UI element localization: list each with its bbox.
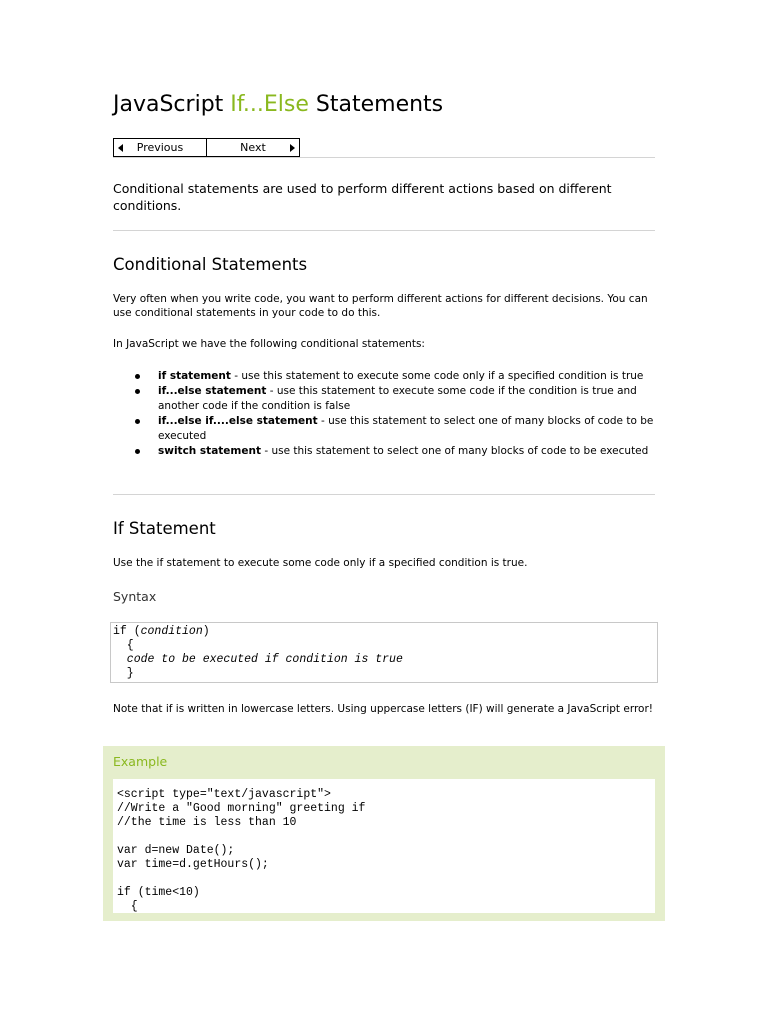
title-suffix: Statements [308,92,444,117]
arrow-right-icon [290,144,295,152]
bullet-icon [135,449,140,454]
example-title: Example [113,754,168,769]
list-item [113,444,658,459]
bullet-icon [135,419,140,424]
divider [113,157,655,158]
conditional-paragraph-1: Very often when you write code, you want to perform different actions for different decisions. You can use conditional statements in your code to do this. [113,293,648,319]
intro-text: Conditional statements are used to perform different actions based on different conditions. [113,181,612,213]
list-item [113,384,658,414]
divider [113,494,655,495]
syntax-line-2: { [113,639,134,652]
title-prefix: JavaScript [113,92,231,117]
section-heading-if: If Statement [113,519,216,538]
bullet-icon [135,374,140,379]
note-paragraph: Note that if is written in lowercase letters. Using uppercase letters (IF) will generate a JavaScript error! [113,703,653,715]
syntax-line-3: code to be executed if condition is true [113,653,403,666]
list-item [113,369,658,384]
bullet-icon [135,389,140,394]
conditional-paragraph-2: In JavaScript we have the following conditional statements: [113,338,425,350]
list-item-desc: - use this statement to select one of many blocks of code to be executed [260,445,649,457]
arrow-left-icon [118,144,123,152]
syntax-line-4: } [113,667,134,680]
example-panel [103,746,665,921]
previous-button[interactable] [114,139,207,156]
previous-label: Previous [136,141,184,154]
if-paragraph: Use the if statement to execute some code only if a specified condition is true. [113,557,528,569]
list-item-desc: - use this statement to execute some code if the condition is true and another code if the condition is false [158,385,637,412]
title-accent: If...Else [230,92,309,117]
syntax-label: Syntax [113,589,157,604]
list-item-term: switch statement [158,445,261,457]
syntax-line-1: if (condition) [113,625,210,638]
divider [113,230,655,231]
list-item [113,414,658,444]
list-item-desc: - use this statement to select one of many blocks of code to be executed [158,415,654,442]
list-item-desc: - use this statement to execute some code only if a specified condition is true [230,370,644,382]
next-label: Next [240,141,266,154]
page-title [113,92,443,117]
next-button[interactable] [207,139,299,156]
list-item-term: if statement [158,370,231,382]
conditional-list [113,369,658,459]
section-heading-conditional: Conditional Statements [113,255,308,274]
list-item-term: if...else statement [158,385,267,397]
list-item-term: if...else if....else statement [158,415,318,427]
syntax-code-box [110,622,658,683]
pagination-nav [113,138,300,157]
example-code: <script type="text/javascript"> //Write a "Good morning" greeting if //the time is less than 10 var d=new Date(); var time=d.getHours(); if (time<10) { [113,779,655,913]
